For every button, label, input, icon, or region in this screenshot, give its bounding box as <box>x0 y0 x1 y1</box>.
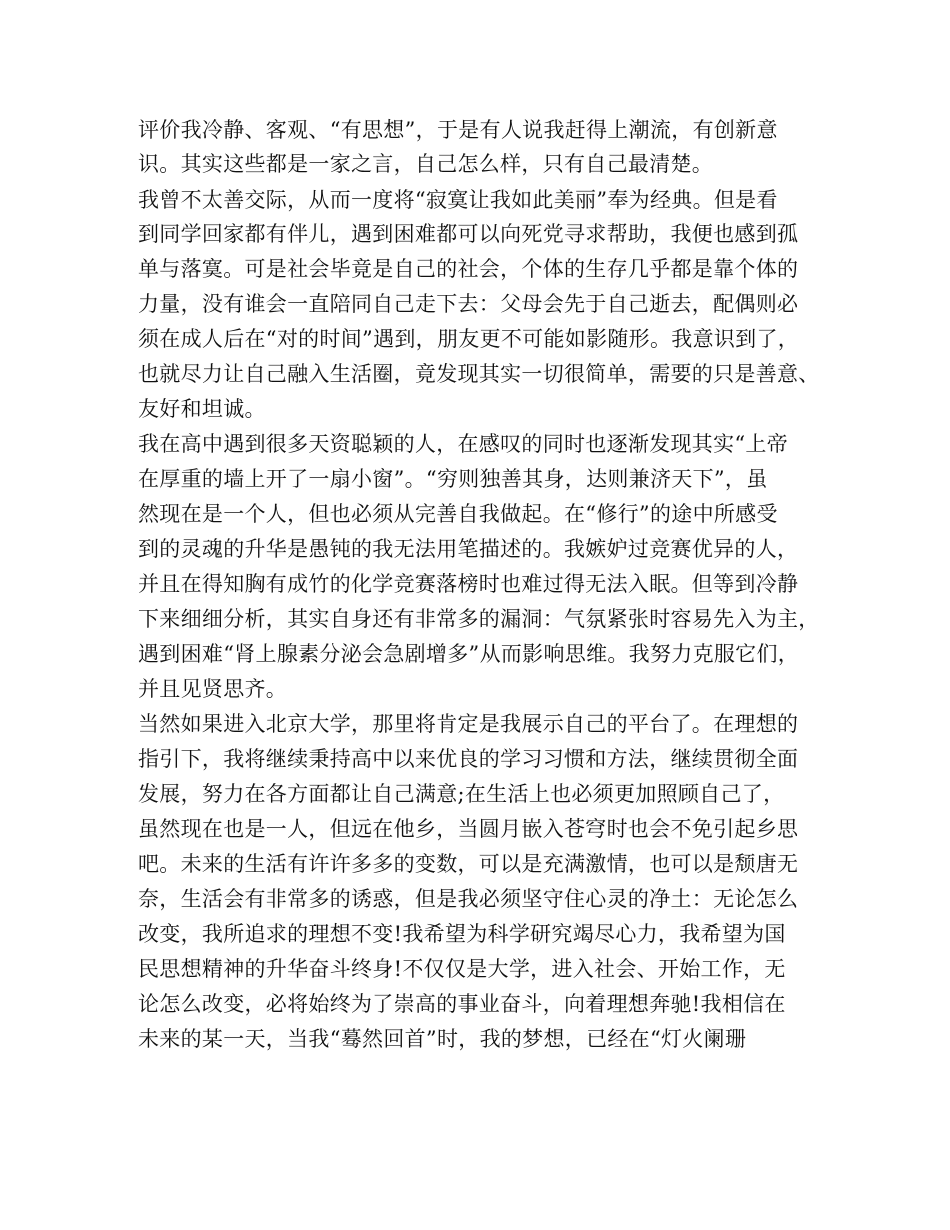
text-line: 下来细细分析，其实自身还有非常多的漏洞：气氛紧张时容易先入为主， <box>138 607 820 631</box>
text-line: 我曾不太善交际，从而一度将“寂寞让我如此美丽”奉为经典。但是看 <box>138 188 778 212</box>
text-line: 识。其实这些都是一家之言，自己怎么样，只有自己最清楚。 <box>138 152 714 176</box>
text-line: 奈，生活会有非常多的诱惑，但是我必须坚守住心灵的净土：无论怎么 <box>138 887 799 911</box>
text-line: 到的灵魂的升华是愚钝的我无法用笔描述的。我嫉妒过竞赛优异的人， <box>138 537 799 561</box>
text-line: 我在高中遇到很多天资聪颖的人，在感叹的同时也逐渐发现其实“上帝 <box>138 432 789 456</box>
text-line: 友好和坦诚。 <box>138 397 266 421</box>
text-line: 也就尽力让自己融入生活圈，竟发现其实一切很简单，需要的只是善意、 <box>138 362 820 386</box>
text-line: 民思想精神的升华奋斗终身!不仅仅是大学，进入社会、开始工作，无 <box>138 957 786 981</box>
text-line: 吧。未来的生活有许许多多的变数，可以是充满激情，也可以是颓唐无 <box>138 852 799 876</box>
text-line: 然现在是一个人，但也必须从完善自我做起。在“修行”的途中所感受 <box>138 502 778 526</box>
text-line: 遇到困难“肾上腺素分泌会急剧增多”从而影响思维。我努力克服它们， <box>138 642 800 666</box>
text-line: 论怎么改变，必将始终为了崇高的事业奋斗，向着理想奔驰!我相信在 <box>138 992 786 1016</box>
text-line: 并且在得知胸有成竹的化学竞赛落榜时也难过得无法入眠。但等到冷静 <box>138 572 799 596</box>
text-line: 未来的某一天，当我“蓦然回首”时，我的梦想，已经在“灯火阑珊 <box>138 1027 747 1051</box>
text-line: 到同学回家都有伴儿，遇到困难都可以向死党寻求帮助，我便也感到孤 <box>138 222 799 246</box>
text-line: 力量，没有谁会一直陪同自己走下去：父母会先于自己逝去，配偶则必 <box>138 292 799 316</box>
text-line: 当然如果进入北京大学，那里将肯定是我展示自己的平台了。在理想的 <box>138 712 799 736</box>
text-line: 虽然现在也是一人，但远在他乡，当圆月嵌入苍穹时也会不免引起乡思 <box>138 817 799 841</box>
text-line: 单与落寞。可是社会毕竟是自己的社会，个体的生存几乎都是靠个体的 <box>138 257 799 281</box>
text-line: 发展，努力在各方面都让自己满意;在生活上也必须更加照顾自己了， <box>138 782 785 806</box>
text-line: 改变，我所追求的理想不变!我希望为科学研究竭尽心力，我希望为国 <box>138 922 786 946</box>
text-line: 并且见贤思齐。 <box>138 677 288 701</box>
text-line: 须在成人后在“对的时间”遇到，朋友更不可能如影随形。我意识到了， <box>138 327 800 351</box>
text-line: 在厚重的墙上开了一扇小窗”。“穷则独善其身，达则兼济天下”，虽 <box>138 467 768 491</box>
text-line: 评价我冷静、客观、“有思想”，于是有人说我赶得上潮流，有创新意 <box>138 118 778 142</box>
text-line: 指引下，我将继续秉持高中以来优良的学习习惯和方法，继续贯彻全面 <box>138 747 799 771</box>
